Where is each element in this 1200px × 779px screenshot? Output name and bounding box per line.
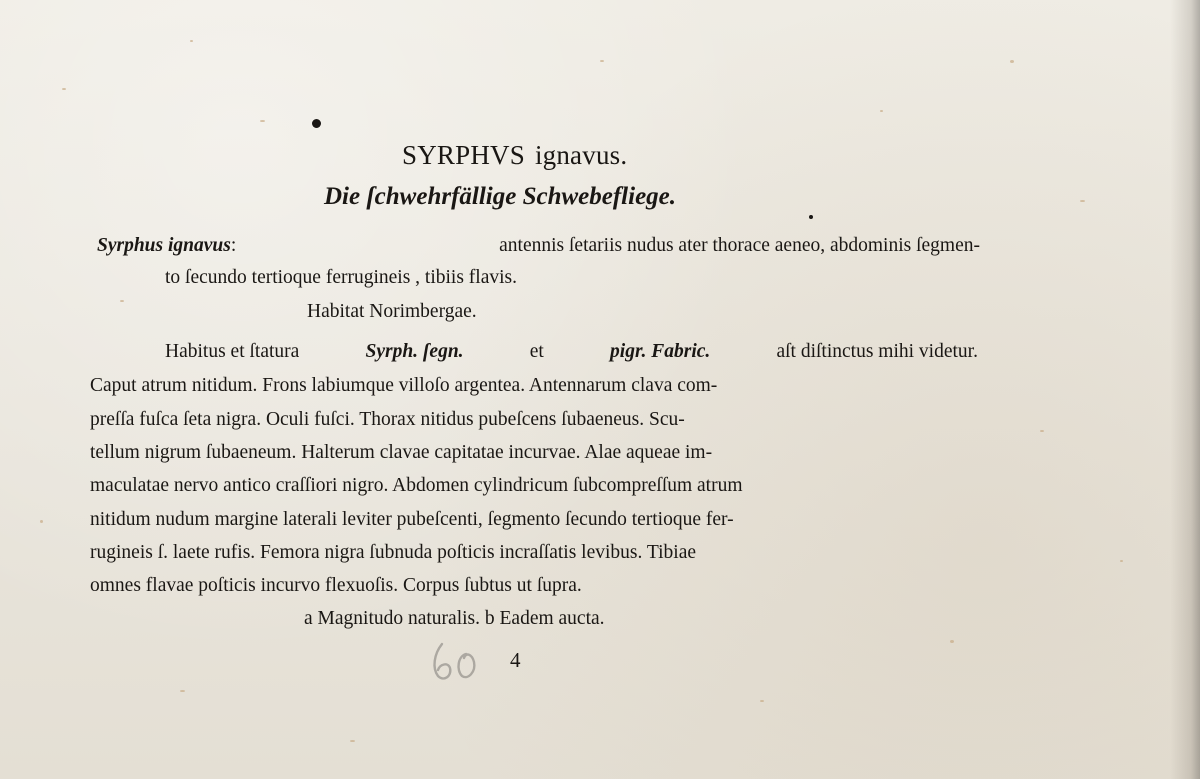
- description-line-2: Caput atrum nitidum. Frons labiumque villoſo argentea. Antennarum clava com-: [90, 375, 718, 396]
- paper-speck: [40, 520, 43, 523]
- title-species: ignavus.: [534, 140, 628, 170]
- description-line-6: nitidum nudum margine laterali leviter pubeſcenti, ſegmento ſecundo tertioque fer-: [90, 509, 734, 530]
- paper-speck: [180, 690, 185, 692]
- diagnosis-text-line-1: antennis ſetariis nudus ater thorace aeneo, abdominis ſegmen-: [499, 235, 980, 256]
- paper-speck: [190, 40, 193, 42]
- ink-dot: [809, 215, 813, 219]
- german-name: Die ſchwehrfällige Schwebefliege.: [324, 183, 677, 210]
- figure-caption: a Magnitudo naturalis. b Eadem aucta.: [304, 608, 605, 629]
- description-line-5: maculatae nervo antico craſſiori nigro. Abdomen cylindricum ſubcompreſſum atrum: [90, 475, 743, 496]
- paper-speck: [62, 88, 66, 90]
- description-line-7: rugineis ſ. laete rufis. Femora nigra ſubnuda poſticis incraſſatis levibus. Tibiae: [90, 542, 697, 563]
- reference-pigr-fabric: pigr. Fabric.: [610, 341, 711, 362]
- description-line-3: preſſa fuſca ſeta nigra. Oculi fuſci. Thorax nitidus pubeſcens ſubaeneus. Scu-: [90, 409, 685, 430]
- paper-speck: [760, 700, 764, 702]
- description-line-1-start: Habitus et ſtatura: [165, 341, 300, 362]
- page-edge-shadow: [1170, 0, 1200, 779]
- paper-speck: [950, 640, 954, 643]
- ink-dot: [312, 119, 321, 128]
- title-genus: SYRPHVS: [402, 140, 525, 170]
- paper-speck: [880, 110, 883, 112]
- pencil-annotation: [428, 636, 488, 686]
- paper-speck: [350, 740, 355, 742]
- description-line-8: omnes flavae poſticis incurvo flexuoſis. Corpus ſubtus ut ſupra.: [90, 575, 582, 596]
- species-title: [402, 140, 627, 171]
- paper-speck: [120, 300, 124, 302]
- paper-speck: [1080, 200, 1085, 202]
- diagnosis-text-line-2: to ſecundo tertioque ferrugineis , tibiis flavis.: [165, 267, 517, 288]
- habitat-line: Habitat Norimbergae.: [307, 301, 477, 322]
- description-line-1-et: et: [529, 341, 544, 362]
- diagnosis-colon: :: [230, 235, 237, 256]
- description-line-1: [165, 342, 978, 362]
- diagnosis-first-line: [97, 236, 980, 256]
- paper-speck: [1010, 60, 1014, 63]
- page-number: 4: [510, 648, 521, 672]
- paper-speck: [600, 60, 604, 62]
- description-line-1-end: aſt diſtinctus mihi videtur.: [776, 341, 978, 362]
- paper-speck: [1040, 430, 1044, 432]
- paper-speck: [260, 120, 265, 122]
- paper-speck: [1120, 560, 1123, 562]
- reference-syrph-segn: Syrph. ſegn.: [365, 341, 464, 362]
- description-line-4: tellum nigrum ſubaeneum. Halterum clavae capitatae incurvae. Alae aqueae im-: [90, 442, 713, 463]
- diagnosis-name: Syrphus ignavus: [97, 235, 231, 256]
